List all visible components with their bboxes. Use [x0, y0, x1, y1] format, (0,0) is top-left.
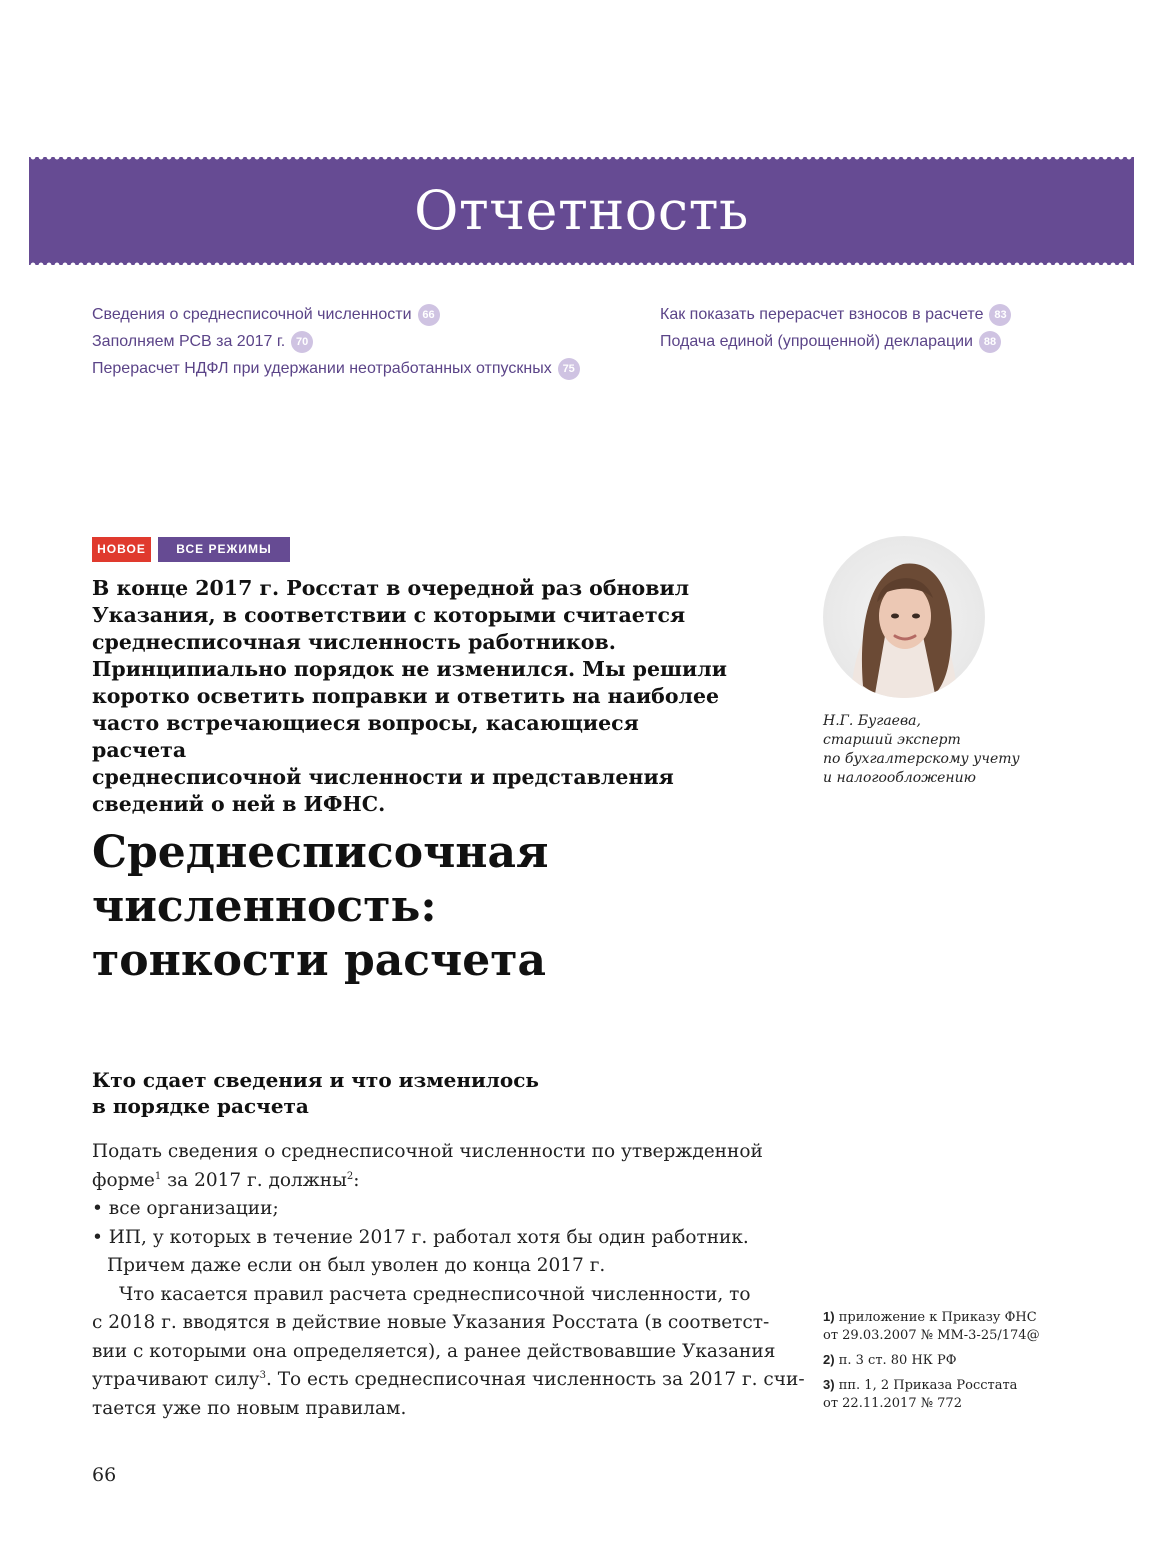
footnote-ref[interactable]: 3	[259, 1369, 266, 1381]
author-position-line: по бухгалтерскому учету	[823, 751, 1020, 767]
body-fragment: . То есть среднесписочная численность за 2017 г. счи-	[265, 1369, 805, 1390]
article-headline	[92, 826, 732, 988]
lead-line: сведений о ней в ИФНС.	[92, 792, 386, 816]
footnote-text: пп. 1, 2 Приказа Росстата	[838, 1378, 1018, 1393]
toc-item[interactable]	[92, 328, 580, 355]
toc-right-column	[660, 301, 1011, 355]
section-banner	[29, 157, 1134, 265]
lead-line: коротко осветить поправки и ответить на наиболее	[92, 684, 720, 708]
body-line: Подать сведения о среднесписочной численности по утвержденной	[92, 1141, 763, 1162]
author-position-line: и налогообложению	[823, 770, 976, 786]
page-number: 66	[92, 1464, 117, 1486]
footnote-text: от 29.03.2007 № ММ-3-25/174@	[823, 1328, 1040, 1343]
toc-item[interactable]	[660, 301, 1011, 328]
tag-new: НОВОЕ	[92, 537, 151, 562]
section-title: Отчетность	[414, 179, 749, 242]
lead-line: Принципиально порядок не изменился. Мы решили	[92, 657, 727, 681]
body-fragment: :	[353, 1169, 360, 1191]
footnote-text: приложение к Приказу ФНС	[838, 1310, 1037, 1325]
footnote-ref[interactable]: 2	[346, 1170, 354, 1182]
toc-item-label: Заполняем РСВ за 2017 г.	[92, 332, 286, 350]
lead-line: В конце 2017 г. Росстат в очередной раз обновил	[92, 576, 690, 600]
body-fragment: утрачивают силу	[92, 1369, 260, 1390]
toc-page-badge: 70	[291, 331, 313, 353]
article-tags	[92, 537, 290, 562]
body-line	[92, 1167, 772, 1196]
headline-line: численность:	[92, 881, 437, 932]
lead-line: Указания, в соответствии с которыми считается	[92, 603, 686, 627]
body-line	[92, 1366, 805, 1395]
footnote-ref[interactable]: 1	[154, 1170, 162, 1182]
toc-item-label: Как показать перерасчет взносов в расчете	[660, 305, 984, 323]
body-fragment: форме	[92, 1169, 155, 1191]
toc-left-column	[92, 301, 580, 382]
bullet-item: • ИП, у которых в течение 2017 г. работал хотя бы один работник.	[92, 1226, 749, 1248]
footnote-mark: 2)	[823, 1352, 835, 1367]
body-line: вии с которыми она определяется), а ранее действовавшие Указания	[92, 1340, 776, 1362]
author-name: Н.Г. Бугаева,	[823, 713, 921, 729]
toc-page-badge: 66	[418, 304, 440, 326]
toc-item-label: Перерасчет НДФЛ при удержании неотработанных отпускных	[92, 359, 552, 377]
author-photo	[823, 536, 985, 698]
footnote-mark: 3)	[823, 1377, 835, 1392]
headline-line: Среднесписочная	[92, 827, 549, 878]
toc-page-badge: 83	[989, 304, 1011, 326]
footnote	[823, 1376, 1123, 1413]
bullet-item: • все организации;	[92, 1198, 279, 1219]
tag-all-modes: ВСЕ РЕЖИМЫ	[158, 537, 290, 562]
author-portrait-illustration	[823, 536, 985, 698]
body-fragment: за 2017 г. должны	[161, 1169, 347, 1191]
toc-item-label: Подача единой (упрощенной) декларации	[660, 332, 973, 350]
footnote-text: п. 3 ст. 80 НК РФ	[838, 1353, 957, 1368]
footnote-mark: 1)	[823, 1309, 835, 1324]
toc-page-badge: 75	[558, 358, 580, 380]
headline-line: тонкости расчета	[92, 935, 546, 986]
author-position-line: старший эксперт	[823, 732, 961, 748]
lead-line: среднесписочная численность работников.	[92, 630, 616, 654]
lead-paragraph	[92, 575, 732, 818]
body-line: тается уже по новым правилам.	[92, 1397, 407, 1419]
toc-item[interactable]	[92, 355, 580, 382]
body-line: Что касается правил расчета среднесписочной численности, то	[119, 1283, 751, 1305]
toc-page-badge: 88	[979, 331, 1001, 353]
footnote	[823, 1308, 1123, 1345]
body-line: с 2018 г. вводятся в действие новые Указания Росстата (в соответст-	[92, 1312, 770, 1333]
bullet-continuation: Причем даже если он был уволен до конца 2017 г.	[107, 1255, 606, 1276]
body-text	[92, 1138, 805, 1423]
toc-item[interactable]	[660, 328, 1011, 355]
author-caption	[823, 712, 1043, 788]
subhead-line: Кто сдает сведения и что изменилось	[92, 1068, 539, 1092]
footnote	[823, 1351, 1123, 1370]
toc-item-label: Сведения о среднесписочной численности	[92, 305, 412, 323]
footnotes	[823, 1308, 1123, 1419]
lead-line: среднесписочной численности и представления	[92, 765, 674, 789]
lead-line: часто встречающиеся вопросы, касающиеся расчета	[92, 711, 639, 762]
toc-item[interactable]	[92, 301, 580, 328]
subhead-line: в порядке расчета	[92, 1094, 309, 1118]
section-subheading	[92, 1067, 712, 1119]
footnote-text: от 22.11.2017 № 772	[823, 1396, 962, 1411]
